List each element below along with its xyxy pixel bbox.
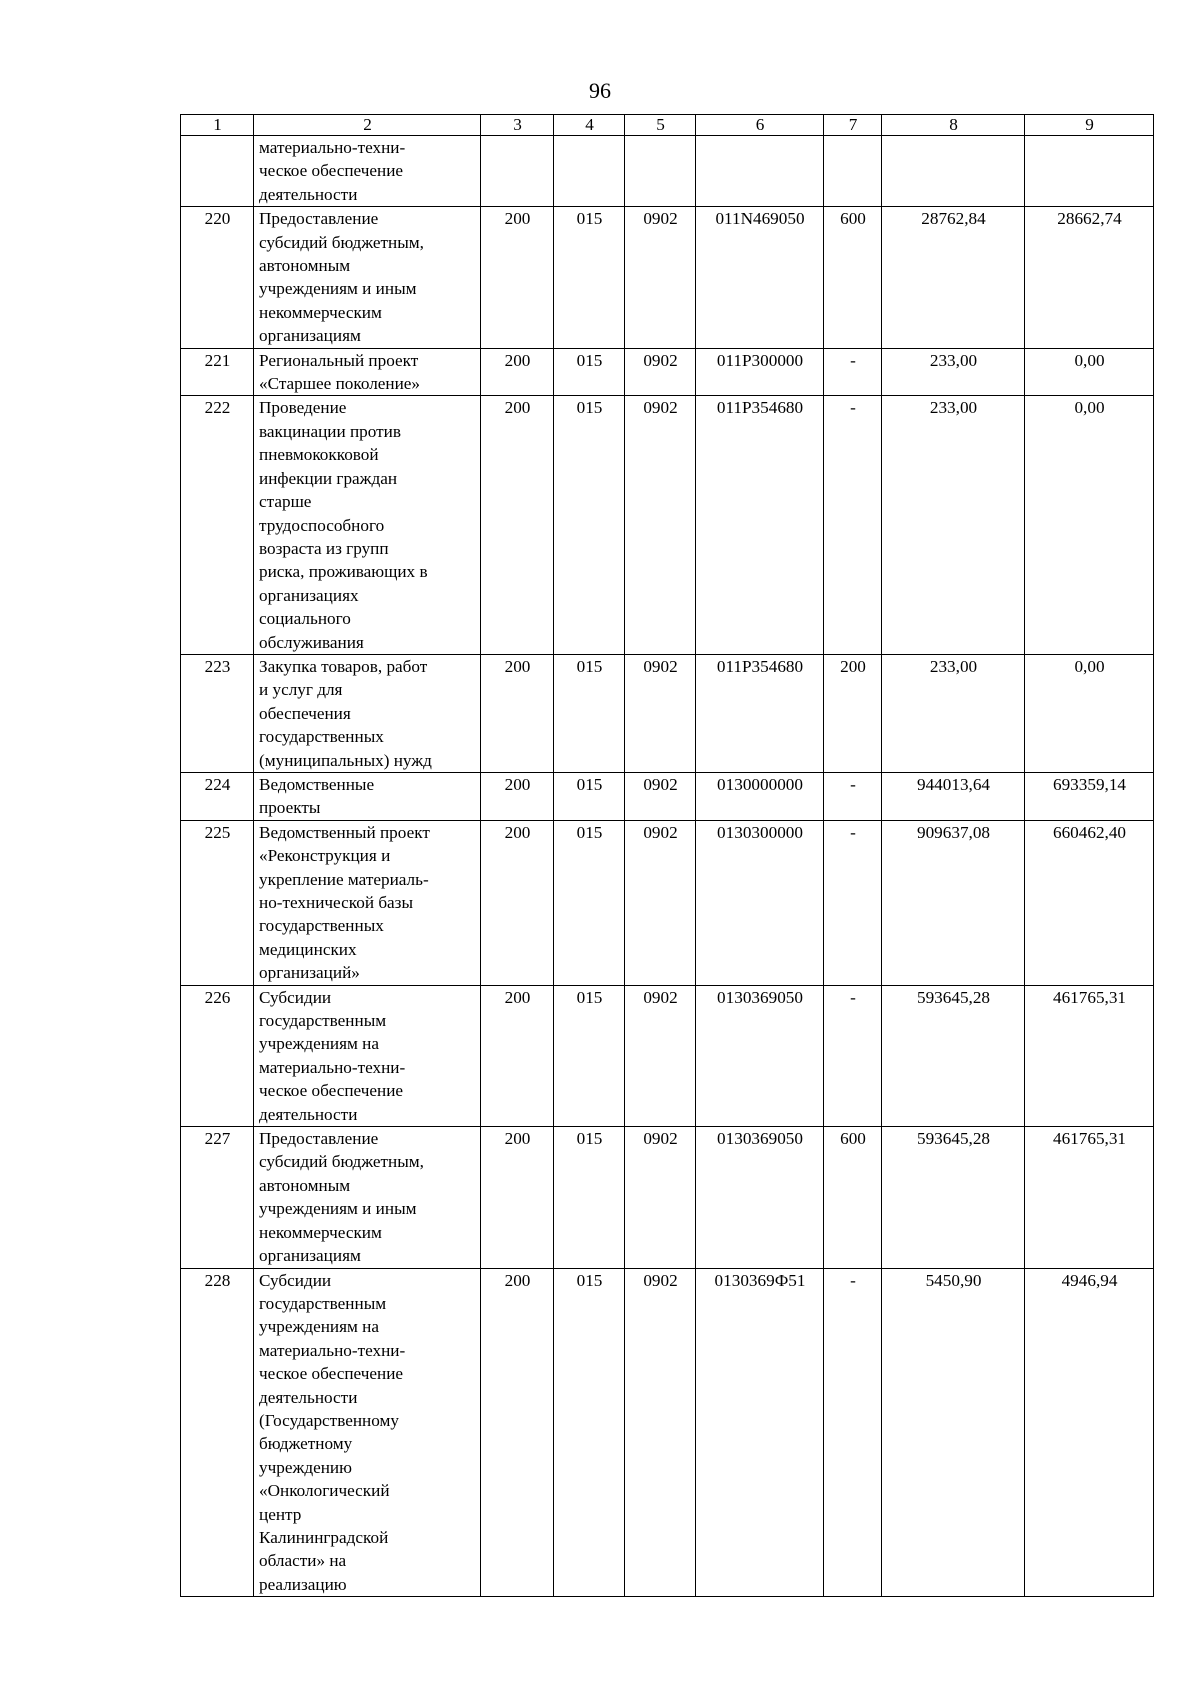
- table-header-row: [181, 115, 1154, 136]
- column-header-5: 5: [625, 115, 696, 136]
- column-header-9: 9: [1025, 115, 1154, 136]
- row-code-7: -: [824, 1268, 882, 1597]
- row-value-8: 5450,90: [882, 1268, 1025, 1597]
- row-code-5: 0902: [625, 820, 696, 985]
- row-code-6: 011N469050: [696, 207, 824, 348]
- row-code-7: 600: [824, 207, 882, 348]
- row-value-9: 0,00: [1025, 654, 1154, 772]
- row-name: Субсидии государственным учреждениям на материально-техни- ческое обеспечение деятельности: [254, 985, 481, 1126]
- row-code-5: 0902: [625, 207, 696, 348]
- row-code-4: 015: [554, 348, 625, 396]
- table-row: [181, 820, 1154, 985]
- column-header-7: 7: [824, 115, 882, 136]
- row-code-3: 200: [481, 1127, 554, 1268]
- table-row: [181, 1268, 1154, 1597]
- row-code-5: 0902: [625, 985, 696, 1126]
- row-name: Ведомственные проекты: [254, 772, 481, 820]
- row-code-6: 0130369Ф51: [696, 1268, 824, 1597]
- row-name: Закупка товаров, работ и услуг для обеспечения государственных (муниципальных) нужд: [254, 654, 481, 772]
- row-code-3: 200: [481, 1268, 554, 1597]
- table-row: [181, 136, 1154, 207]
- row-value-8: 28762,84: [882, 207, 1025, 348]
- row-number: 226: [181, 985, 254, 1126]
- row-code-6: 0130369050: [696, 1127, 824, 1268]
- column-header-3: 3: [481, 115, 554, 136]
- row-name: Субсидии государственным учреждениям на материально-техни- ческое обеспечение деятельности (Государственному бюджетному учреждению «Онкологический центр Калининградской области» на реализацию: [254, 1268, 481, 1597]
- row-value-9: 461765,31: [1025, 985, 1154, 1126]
- row-code-5: 0902: [625, 396, 696, 654]
- row-code-7: -: [824, 985, 882, 1126]
- row-code-7: -: [824, 772, 882, 820]
- column-header-6: 6: [696, 115, 824, 136]
- column-header-8: 8: [882, 115, 1025, 136]
- row-value-9: 660462,40: [1025, 820, 1154, 985]
- table-row: [181, 348, 1154, 396]
- row-value-9: 0,00: [1025, 348, 1154, 396]
- row-code-3: 200: [481, 348, 554, 396]
- table-row: [181, 396, 1154, 654]
- row-code-6: 011P300000: [696, 348, 824, 396]
- table-row: [181, 654, 1154, 772]
- row-value-8: 593645,28: [882, 985, 1025, 1126]
- table-row: [181, 207, 1154, 348]
- row-name: Предоставление субсидий бюджетным, автономным учреждениям и иным некоммерческим организациям: [254, 207, 481, 348]
- row-name: Предоставление субсидий бюджетным, автономным учреждениям и иным некоммерческим организациям: [254, 1127, 481, 1268]
- row-code-3: 200: [481, 396, 554, 654]
- row-code-4: 015: [554, 396, 625, 654]
- row-code-3: 200: [481, 654, 554, 772]
- row-code-6: 0130000000: [696, 772, 824, 820]
- row-code-3: 200: [481, 772, 554, 820]
- table-row: [181, 1127, 1154, 1268]
- row-name: Ведомственный проект «Реконструкция и укрепление материаль- но-технической базы государственных медицинских организаций»: [254, 820, 481, 985]
- row-code-5: 0902: [625, 772, 696, 820]
- row-code-4: 015: [554, 207, 625, 348]
- row-code-6: 0130369050: [696, 985, 824, 1126]
- row-code-4: 015: [554, 772, 625, 820]
- row-code-4: 015: [554, 1127, 625, 1268]
- row-value-8: 233,00: [882, 654, 1025, 772]
- row-name: материально-техни- ческое обеспечение деятельности: [254, 136, 481, 207]
- row-code-7: -: [824, 348, 882, 396]
- row-code-4: [554, 136, 625, 207]
- column-header-2: 2: [254, 115, 481, 136]
- row-number: 220: [181, 207, 254, 348]
- row-value-8: 593645,28: [882, 1127, 1025, 1268]
- row-value-9: 0,00: [1025, 396, 1154, 654]
- row-code-5: 0902: [625, 348, 696, 396]
- row-code-7: [824, 136, 882, 207]
- row-code-3: 200: [481, 820, 554, 985]
- row-code-7: 200: [824, 654, 882, 772]
- row-number: 225: [181, 820, 254, 985]
- row-number: 222: [181, 396, 254, 654]
- row-value-8: 233,00: [882, 396, 1025, 654]
- budget-table: [180, 114, 1154, 1597]
- row-code-7: -: [824, 820, 882, 985]
- row-code-5: 0902: [625, 654, 696, 772]
- row-value-8: [882, 136, 1025, 207]
- row-code-6: [696, 136, 824, 207]
- table-row: [181, 985, 1154, 1126]
- row-code-6: 011P354680: [696, 654, 824, 772]
- row-value-8: 909637,08: [882, 820, 1025, 985]
- column-header-4: 4: [554, 115, 625, 136]
- row-code-5: 0902: [625, 1127, 696, 1268]
- row-code-6: 011P354680: [696, 396, 824, 654]
- row-number: [181, 136, 254, 207]
- row-number: 223: [181, 654, 254, 772]
- row-number: 227: [181, 1127, 254, 1268]
- row-number: 228: [181, 1268, 254, 1597]
- row-number: 224: [181, 772, 254, 820]
- row-value-9: 461765,31: [1025, 1127, 1154, 1268]
- row-code-7: -: [824, 396, 882, 654]
- row-value-8: 944013,64: [882, 772, 1025, 820]
- row-value-8: 233,00: [882, 348, 1025, 396]
- row-code-5: 0902: [625, 1268, 696, 1597]
- row-code-5: [625, 136, 696, 207]
- row-value-9: 693359,14: [1025, 772, 1154, 820]
- row-code-4: 015: [554, 985, 625, 1126]
- row-number: 221: [181, 348, 254, 396]
- row-code-4: 015: [554, 820, 625, 985]
- row-value-9: 28662,74: [1025, 207, 1154, 348]
- row-code-3: [481, 136, 554, 207]
- row-value-9: [1025, 136, 1154, 207]
- table-row: [181, 772, 1154, 820]
- row-code-6: 0130300000: [696, 820, 824, 985]
- row-code-3: 200: [481, 207, 554, 348]
- row-code-4: 015: [554, 654, 625, 772]
- row-code-3: 200: [481, 985, 554, 1126]
- page-number: 96: [589, 78, 611, 103]
- row-name: Проведение вакцинации против пневмококковой инфекции граждан старше трудоспособного возраста из групп риска, проживающих в организациях социального обслуживания: [254, 396, 481, 654]
- column-header-1: 1: [181, 115, 254, 136]
- row-value-9: 4946,94: [1025, 1268, 1154, 1597]
- row-code-4: 015: [554, 1268, 625, 1597]
- row-name: Региональный проект «Старшее поколение»: [254, 348, 481, 396]
- row-code-7: 600: [824, 1127, 882, 1268]
